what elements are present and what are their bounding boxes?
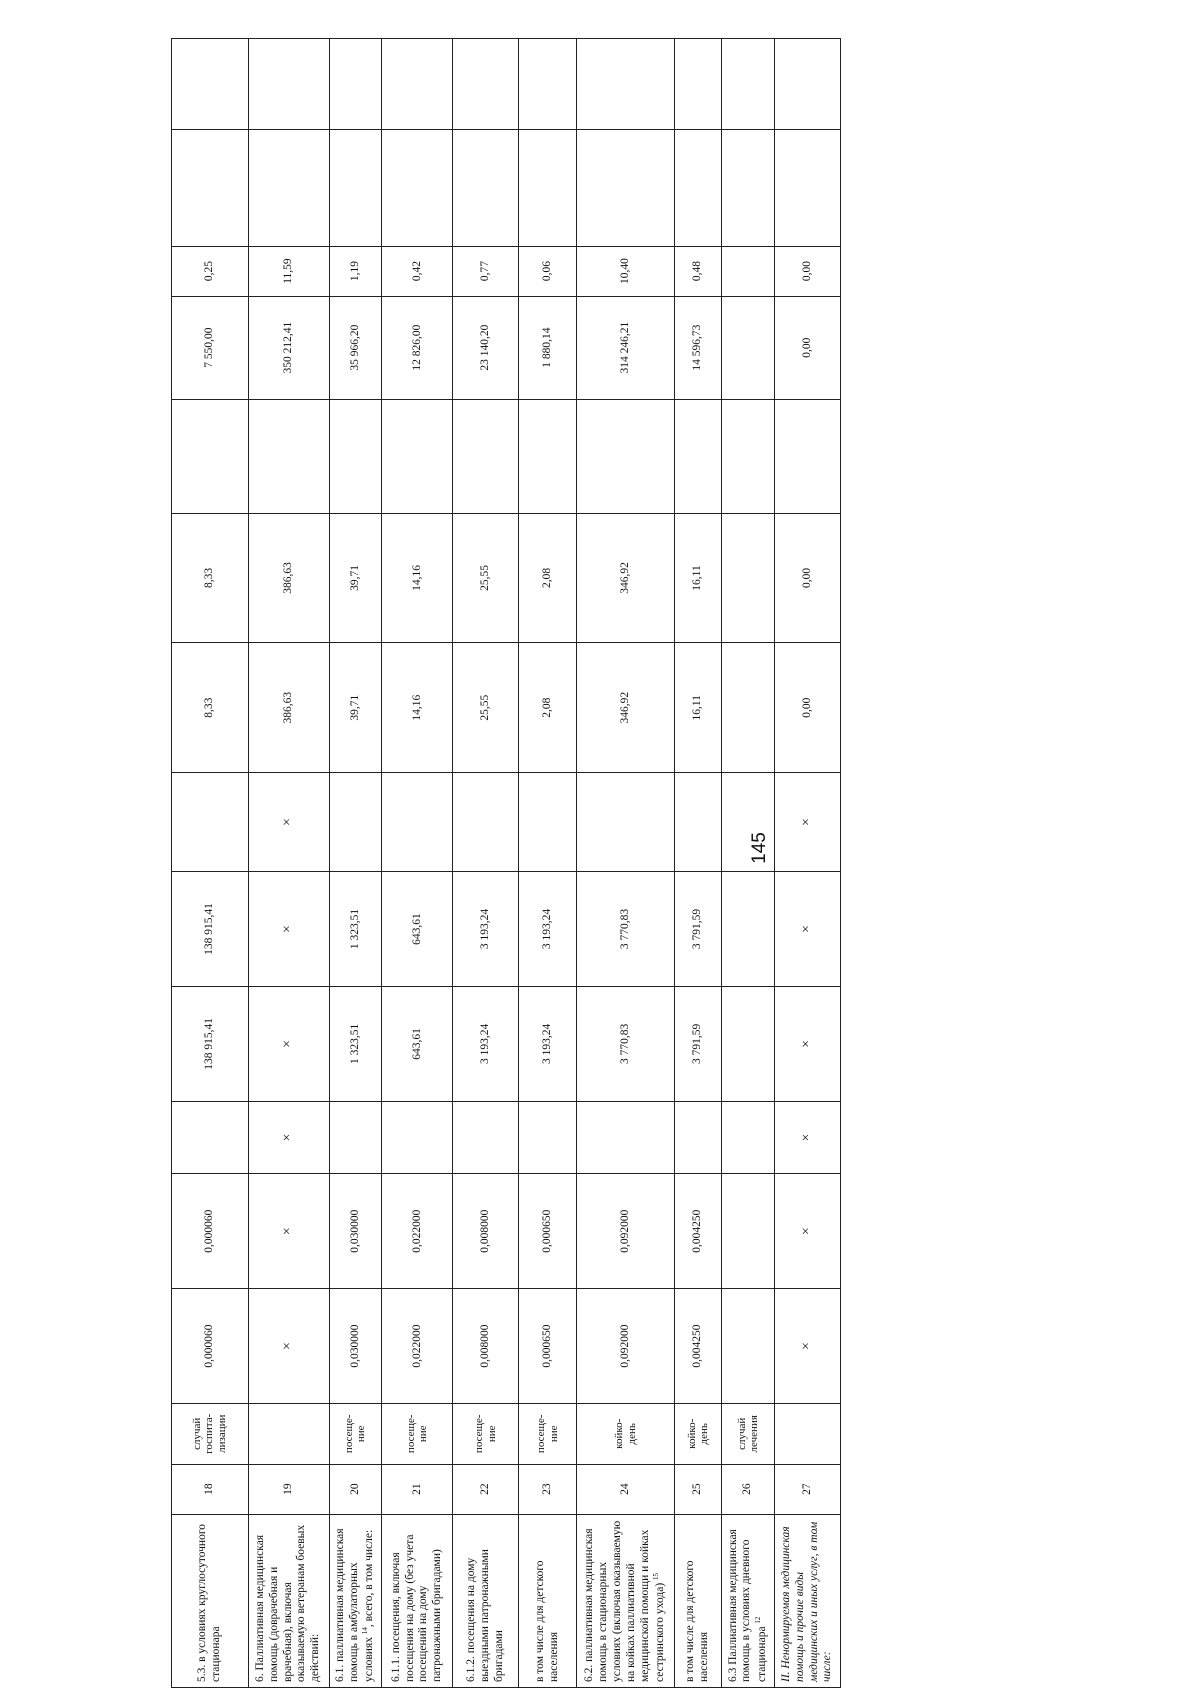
value-cell-c11: 0,77 [453,246,519,296]
value-cell-c5: × [775,872,841,987]
value-cell-c7: 25,55 [453,643,519,773]
value-cell-c4: 3 791,59 [675,986,722,1101]
value-cell-c12 [329,129,382,246]
value-cell-c11 [722,246,775,296]
value-cell-c13 [329,39,382,130]
row-label [675,1514,722,1687]
value-cell-c12 [453,129,519,246]
value-cell-c6 [722,773,775,872]
rotated-table-container [171,38,841,1688]
table-row [775,39,841,1688]
value-cell-c11: 11,59 [248,246,329,296]
value-cell-c9 [453,399,519,513]
value-cell-c7: 386,63 [248,643,329,773]
unit-cell [248,1403,329,1464]
value-cell-c8: 346,92 [577,513,675,643]
row-label [172,1514,249,1687]
table-row [248,39,329,1688]
value-cell-c7: 16,11 [675,643,722,773]
footnote-mark: 14 [361,1627,370,1635]
value-cell-c5: 3 770,83 [577,872,675,987]
value-cell-c2: 0,022000 [382,1174,453,1289]
value-cell-c9 [382,399,453,513]
value-cell-c6: × [248,773,329,872]
row-label [775,1514,841,1687]
value-cell-c6 [172,773,249,872]
value-cell-c8: 386,63 [248,513,329,643]
value-cell-c2 [722,1174,775,1289]
value-cell-c1: 0,022000 [382,1289,453,1404]
value-cell-c2: 0,092000 [577,1174,675,1289]
value-cell-c11: 0,25 [172,246,249,296]
row-number: 20 [329,1464,382,1514]
value-cell-c3 [675,1101,722,1173]
value-cell-c7: 346,92 [577,643,675,773]
value-cell-c13 [675,39,722,130]
value-cell-c1: 0,000060 [172,1289,249,1404]
value-cell-c13 [722,39,775,130]
table-row [453,39,519,1688]
value-cell-c5: 3 791,59 [675,872,722,987]
value-cell-c13 [519,39,577,130]
value-cell-c10: 350 212,41 [248,296,329,399]
row-label-text: 6.3 Паллиативная медицинская помощь в условиях дневного стационара [726,1529,768,1682]
row-label-text: в том числе для детского населения [533,1560,560,1682]
row-label [248,1514,329,1687]
value-cell-c8: 16,11 [675,513,722,643]
value-cell-c9 [519,399,577,513]
value-cell-c4: 3 193,24 [453,986,519,1101]
value-cell-c3 [577,1101,675,1173]
value-cell-c2: × [248,1174,329,1289]
value-cell-c11: 0,06 [519,246,577,296]
value-cell-c11: 1,19 [329,246,382,296]
value-cell-c4 [722,986,775,1101]
value-cell-c5 [722,872,775,987]
value-cell-c9 [675,399,722,513]
row-label [577,1514,675,1687]
value-cell-c10: 0,00 [775,296,841,399]
value-cell-c3 [453,1101,519,1173]
row-label [329,1514,382,1687]
value-cell-c3 [172,1101,249,1173]
table-row [172,39,249,1688]
value-cell-c8: 2,08 [519,513,577,643]
row-label-text: в том числе для детского населения [684,1560,711,1682]
value-cell-c4: × [248,986,329,1101]
value-cell-c6: × [775,773,841,872]
row-label-text: 5.3. в условиях круглосуточного стационара [196,1523,222,1682]
value-cell-c4: 138 915,41 [172,986,249,1101]
value-cell-c12 [775,129,841,246]
table-body [172,39,841,1688]
value-cell-c9 [248,399,329,513]
value-cell-c1: 0,030000 [329,1289,382,1404]
unit-cell: посеще- ние [453,1403,519,1464]
row-label-text: 6.1. паллиативная медицинская помощь в амбулаторных условиях [333,1528,376,1682]
row-label [722,1514,775,1687]
value-cell-c9 [722,399,775,513]
value-cell-c13 [577,39,675,130]
value-cell-c1: 0,004250 [675,1289,722,1404]
value-cell-c10: 314 246,21 [577,296,675,399]
value-cell-c12 [519,129,577,246]
value-cell-c3: × [775,1101,841,1173]
value-cell-c9 [329,399,382,513]
value-cell-c12 [382,129,453,246]
value-cell-c3: × [248,1101,329,1173]
unit-cell: случай госпита- лизации [172,1403,249,1464]
row-number: 18 [172,1464,249,1514]
table-row [675,39,722,1688]
value-cell-c9 [172,399,249,513]
row-number: 19 [248,1464,329,1514]
value-cell-c2: 0,000060 [172,1174,249,1289]
value-cell-c1: 0,092000 [577,1289,675,1404]
value-cell-c12 [675,129,722,246]
data-table [171,38,841,1688]
value-cell-c10: 14 596,73 [675,296,722,399]
row-label-tail: , всего, в том числе: [363,1529,376,1628]
value-cell-c2: × [775,1174,841,1289]
value-cell-c11: 0,42 [382,246,453,296]
value-cell-c6 [382,773,453,872]
value-cell-c5: 3 193,24 [453,872,519,987]
row-number: 26 [722,1464,775,1514]
value-cell-c1: × [248,1289,329,1404]
value-cell-c5: 643,61 [382,872,453,987]
value-cell-c13 [248,39,329,130]
value-cell-c1: × [775,1289,841,1404]
value-cell-c12 [722,129,775,246]
value-cell-c9 [775,399,841,513]
table-row [577,39,675,1688]
value-cell-c9 [577,399,675,513]
value-cell-c7: 14,16 [382,643,453,773]
value-cell-c11: 0,48 [675,246,722,296]
value-cell-c6 [453,773,519,872]
row-number: 25 [675,1464,722,1514]
unit-cell: посеще- ние [519,1403,577,1464]
value-cell-c7: 2,08 [519,643,577,773]
row-label [519,1514,577,1687]
row-label-text: 6.1.1. посещения, включая посещения на дому (без учета посещений на дому патронажными бригадами) [389,1534,444,1682]
value-cell-c7: 39,71 [329,643,382,773]
value-cell-c4: 3 770,83 [577,986,675,1101]
value-cell-c13 [775,39,841,130]
value-cell-c1: 0,008000 [453,1289,519,1404]
value-cell-c4: × [775,986,841,1101]
value-cell-c5: × [248,872,329,987]
value-cell-c6 [675,773,722,872]
value-cell-c3 [329,1101,382,1173]
unit-cell: койко- день [577,1403,675,1464]
value-cell-c2: 0,008000 [453,1174,519,1289]
row-number: 23 [519,1464,577,1514]
row-label-text: 6. Паллиативная медицинская помощь (доврачебная и врачебная), включая оказываемую ветеранам боевых действий: [254,1524,322,1682]
value-cell-c13 [172,39,249,130]
value-cell-c12 [577,129,675,246]
value-cell-c8: 39,71 [329,513,382,643]
value-cell-c2: 0,004250 [675,1174,722,1289]
value-cell-c5: 3 193,24 [519,872,577,987]
value-cell-c3 [722,1101,775,1173]
value-cell-c1: 0,000650 [519,1289,577,1404]
unit-cell: случай лечения [722,1403,775,1464]
value-cell-c8: 25,55 [453,513,519,643]
value-cell-c11: 0,00 [775,246,841,296]
value-cell-c10: 35 966,20 [329,296,382,399]
value-cell-c12 [172,129,249,246]
value-cell-c10: 12 826,00 [382,296,453,399]
value-cell-c4: 1 323,51 [329,986,382,1101]
value-cell-c7 [722,643,775,773]
value-cell-c10: 23 140,20 [453,296,519,399]
value-cell-c13 [453,39,519,130]
value-cell-c13 [382,39,453,130]
value-cell-c8: 14,16 [382,513,453,643]
value-cell-c6 [329,773,382,872]
row-label [453,1514,519,1687]
footnote-mark: 15 [652,1572,661,1580]
unit-cell: посеще- ние [329,1403,382,1464]
value-cell-c1 [722,1289,775,1404]
value-cell-c3 [519,1101,577,1173]
table-row [519,39,577,1688]
value-cell-c7: 0,00 [775,643,841,773]
unit-cell: посеще- ние [382,1403,453,1464]
value-cell-c12 [248,129,329,246]
value-cell-c3 [382,1101,453,1173]
value-cell-c11: 10,40 [577,246,675,296]
value-cell-c10 [722,296,775,399]
unit-cell [775,1403,841,1464]
row-label-text: 6.1.2. посещения на дому выездными патронажными бригадами [465,1549,505,1682]
value-cell-c4: 3 193,24 [519,986,577,1101]
row-number: 24 [577,1464,675,1514]
unit-cell: койко- день [675,1403,722,1464]
row-label-text: 6.2. паллиативная медицинская помощь в стационарных условиях (включая оказываемую на койках паллиативной медицинской помощи и койках сестринского ухода) [583,1520,667,1682]
page-number: 145 [749,832,770,864]
table-row [722,39,775,1688]
row-number: 21 [382,1464,453,1514]
value-cell-c2: 0,030000 [329,1174,382,1289]
value-cell-c8 [722,513,775,643]
value-cell-c2: 0,000650 [519,1174,577,1289]
value-cell-c5: 138 915,41 [172,872,249,987]
table-row [329,39,382,1688]
value-cell-c7: 8,33 [172,643,249,773]
footnote-mark: 12 [754,1616,763,1624]
value-cell-c10: 7 550,00 [172,296,249,399]
row-number: 27 [775,1464,841,1514]
value-cell-c10: 1 880,14 [519,296,577,399]
value-cell-c6 [577,773,675,872]
row-number: 22 [453,1464,519,1514]
value-cell-c4: 643,61 [382,986,453,1101]
table-row [382,39,453,1688]
value-cell-c8: 8,33 [172,513,249,643]
row-label-text: II. Ненормируемая медицинская помощь и прочие виды медицинских и иных услуг, в том числе: [779,1521,834,1682]
row-label [382,1514,453,1687]
value-cell-c5: 1 323,51 [329,872,382,987]
value-cell-c6 [519,773,577,872]
value-cell-c8: 0,00 [775,513,841,643]
